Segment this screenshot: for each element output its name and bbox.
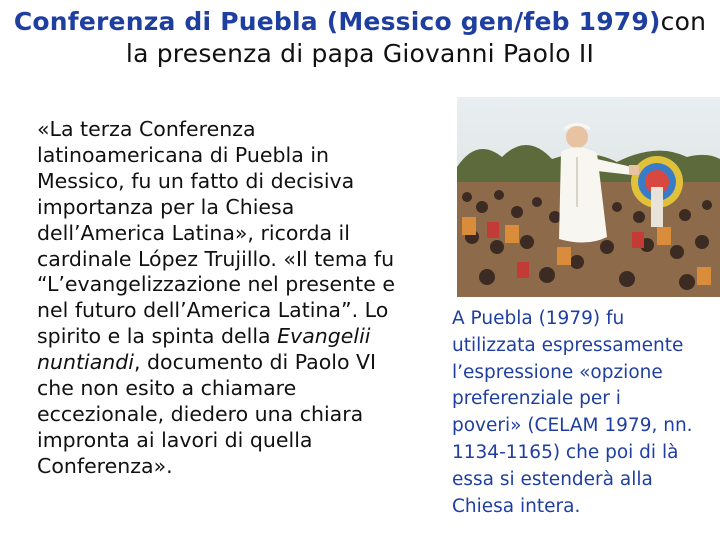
pope-crowd-photo [457,97,720,297]
photo-caption: A Puebla (1979) fu utilizzata espressamente l’espressione «opzione preferenziale per i poveri» (CELAM 1979, nn. 1134-1165) che poi di là essa si estenderà alla Chiesa intera. [452,308,693,517]
quote-text [37,117,457,480]
photo-illustration [457,97,720,297]
quote-part-2: , documento di Paolo VI che non esito a chiamare eccezionale, diedero una chiara impronta ai lavori di quella Conferenza». [37,350,377,478]
title-line-2: la presenza di papa Giovanni Paolo II [125,39,595,68]
quote-part-1: «La terza Conferenza latinoamericana di Puebla in Messico, fu un fatto di decisiva importanza per la Chiesa dell’America Latina», ricorda il cardinale López Trujillo. «Il tema fu “L’evangelizzazione nel presente e nel futuro dell’America Latina”. Lo spirito e la spinta della [37,117,395,349]
quote-italic-title: Evangelii nuntiandi [37,324,371,375]
slide-title [0,6,720,70]
title-blue-part: Conferenza di Puebla (Messico gen/feb 1979) [13,7,661,36]
title-rest: con [660,7,707,36]
